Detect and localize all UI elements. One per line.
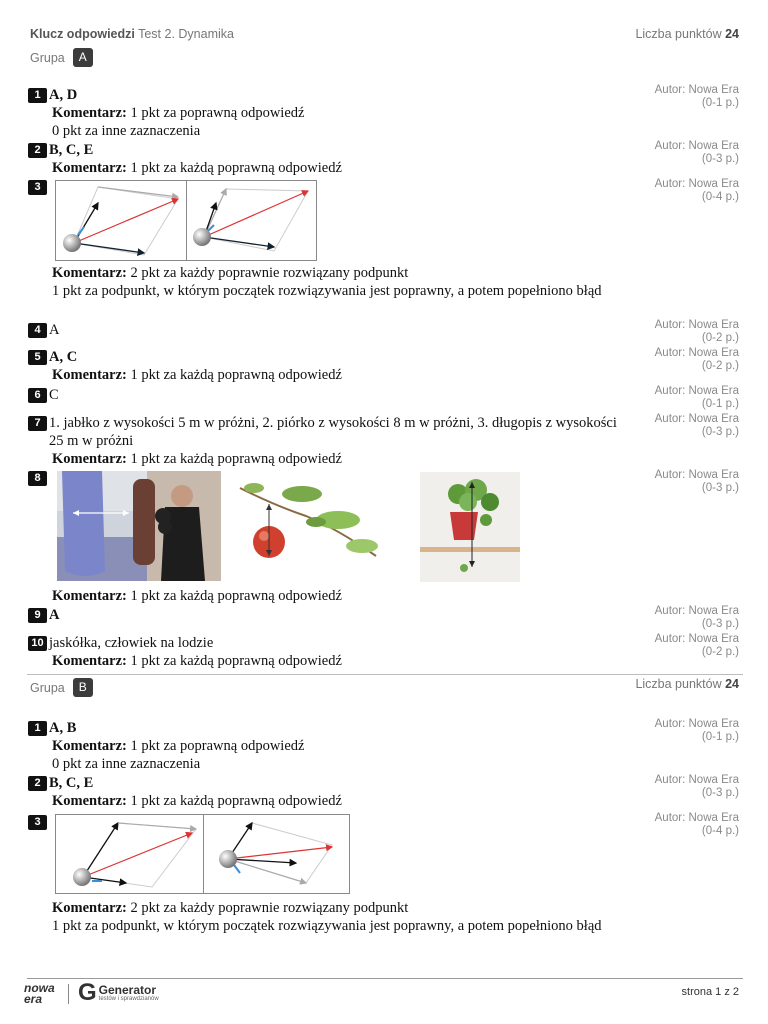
document-title: Klucz odpowiedzi Test 2. Dynamika [30, 27, 234, 41]
boxing-photo [57, 471, 221, 581]
group-separator [27, 674, 743, 675]
author-a4: Autor: Nowa Era (0-2 p.) [654, 319, 739, 344]
answer-b1: 1 A, B Komentarz: 1 pkt za poprawną odpowiedź 0 pkt za inne zaznaczenia [28, 719, 648, 773]
author-a5: Autor: Nowa Era (0-2 p.) [654, 347, 739, 372]
answer-a4: 4 A [28, 321, 648, 339]
author-a6: Autor: Nowa Era (0-1 p.) [654, 385, 739, 410]
answer-a8-comment: Komentarz: 1 pkt za każdą poprawną odpowiedź [52, 588, 342, 604]
author-a10: Autor: Nowa Era (0-2 p.) [654, 633, 739, 658]
answer-a10: 10 jaskółka, człowiek na lodzie Komentarz: 1 pkt za każdą poprawną odpowiedź [28, 634, 648, 670]
generator-g-icon: G [78, 979, 97, 1006]
answer-a5: 5 A, C Komentarz: 1 pkt za każdą poprawną odpowiedź [28, 348, 648, 384]
author-a2: Autor: Nowa Era (0-3 p.) [654, 140, 739, 165]
author-b1: Autor: Nowa Era (0-1 p.) [654, 718, 739, 743]
answer-a3-comment: Komentarz: 2 pkt za każdy poprawnie rozwiązany podpunkt 1 pkt za podpunkt, w którym początek rozwiązywania jest poprawny, a potem popełniono błąd [52, 265, 602, 299]
answer-a8-number: 8 [28, 471, 648, 486]
author-a3: Autor: Nowa Era (0-4 p.) [654, 178, 739, 203]
points-total-a: Liczba punktów 24 [635, 27, 739, 41]
answer-a2: 2 B, C, E Komentarz: 1 pkt za każdą poprawną odpowiedź [28, 141, 648, 177]
answer-a1: 1 A, D Komentarz: 1 pkt za poprawną odpowiedź 0 pkt za inne zaznaczenia [28, 86, 648, 140]
vector-diagram-b3 [55, 814, 350, 894]
generator-logo: G Generator testów i sprawdzianów [78, 979, 159, 1006]
author-b2: Autor: Nowa Era (0-3 p.) [654, 774, 739, 799]
answer-a9: 9 A [28, 606, 648, 624]
points-total-b: Liczba punktów 24 [635, 677, 739, 691]
answer-b2: 2 B, C, E Komentarz: 1 pkt za każdą poprawną odpowiedź [28, 774, 648, 810]
group-a-header: Grupa A [30, 48, 93, 67]
author-a7: Autor: Nowa Era (0-3 p.) [654, 413, 739, 438]
answer-a3-number: 3 [28, 180, 648, 195]
vector-diagram-a3 [55, 180, 317, 261]
page-number: strona 1 z 2 [681, 986, 739, 998]
group-badge: A [73, 48, 93, 67]
plant-photo [420, 472, 520, 582]
footer-divider [27, 978, 743, 979]
answer-b3-number: 3 [28, 815, 648, 830]
author-a8: Autor: Nowa Era (0-3 p.) [654, 469, 739, 494]
logo-divider [68, 984, 69, 1004]
group-badge: B [73, 678, 93, 697]
group-b-header: Grupa B [30, 678, 93, 697]
author-a1: Autor: Nowa Era (0-1 p.) [654, 84, 739, 109]
nowa-era-logo: nowa era [24, 981, 55, 1006]
apple-photo [236, 476, 382, 566]
answer-b3-comment: Komentarz: 2 pkt za każdy poprawnie rozwiązany podpunkt 1 pkt za podpunkt, w którym początek rozwiązywania jest poprawny, a potem popełniono błąd [52, 900, 602, 934]
answer-a6: 6 C [28, 386, 648, 404]
author-a9: Autor: Nowa Era (0-3 p.) [654, 605, 739, 630]
author-b3: Autor: Nowa Era (0-4 p.) [654, 812, 739, 837]
answer-a7: 7 1. jabłko z wysokości 5 m w próżni, 2. piórko z wysokości 8 m w próżni, 3. długopis z wysokości 25 m w próżni Komentarz: 1 pkt za każdą poprawną odpowiedź [28, 414, 628, 468]
